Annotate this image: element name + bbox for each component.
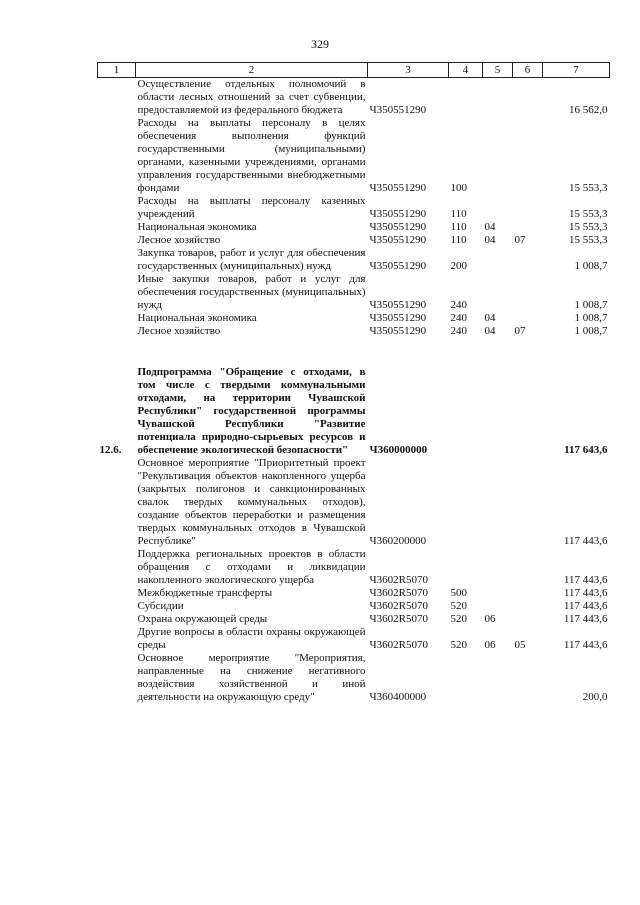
- header-col-3: 3: [368, 63, 449, 78]
- section-code-cell: [483, 78, 513, 118]
- section-code-cell: [483, 195, 513, 221]
- table-row: [98, 247, 610, 273]
- section-code-cell: [483, 366, 513, 457]
- subsection-code-cell: [513, 117, 543, 195]
- header-col-2: 2: [136, 63, 368, 78]
- target-code-cell: Ч350551290: [369, 104, 427, 116]
- item-name-cell: Основное мероприятие "Приоритетный проект "Рекультивация объектов накопленного ущерба (закрытых полигонов и санкционированных свалок твердых коммунальных отходов), создание объектов переработки и размещения твердых коммунальных отходов в Чувашской Республике": [137, 457, 366, 547]
- section-code-cell: 04: [484, 312, 496, 324]
- amount-cell: 117 443,6: [563, 613, 608, 625]
- header-row: [98, 63, 610, 78]
- section-code-cell: [483, 600, 513, 613]
- target-code-cell: Ч360000000: [369, 444, 428, 456]
- subsection-code-cell: [513, 652, 543, 704]
- expense-type-cell: 520: [450, 613, 467, 625]
- header-col-5: 5: [483, 63, 513, 78]
- expense-type-cell: 520: [450, 639, 467, 651]
- subsection-code-cell: [513, 548, 543, 587]
- expense-type-cell: [449, 78, 483, 118]
- table-row: [98, 366, 610, 457]
- section-number-cell: [98, 600, 136, 613]
- table-row: [98, 234, 610, 247]
- section-number-cell: [98, 195, 136, 221]
- amount-cell: 117 643,6: [564, 444, 608, 456]
- subsection-code-cell: [513, 312, 543, 325]
- section-number-cell: [98, 613, 136, 626]
- section-code-cell: [483, 587, 513, 600]
- expense-type-cell: 240: [450, 312, 467, 324]
- subsection-code-cell: 05: [514, 639, 526, 651]
- header-col-1: 1: [98, 63, 136, 78]
- section-number-cell: [98, 548, 136, 587]
- table-row: [98, 221, 610, 234]
- section-number-cell: [98, 234, 136, 247]
- amount-cell: 1 008,7: [574, 312, 608, 324]
- subsection-code-cell: [513, 247, 543, 273]
- subsection-code-cell: [513, 587, 543, 600]
- subsection-code-cell: [513, 600, 543, 613]
- section-code-cell: [483, 548, 513, 587]
- target-code-cell: Ч350551290: [369, 260, 427, 272]
- section-number-cell: [98, 652, 136, 704]
- target-code-cell: Ч350551290: [369, 234, 427, 246]
- expense-type-cell: [449, 652, 483, 704]
- target-code-cell: Ч360200000: [369, 535, 427, 547]
- table-row: [98, 548, 610, 587]
- item-name-cell: Основное мероприятие "Мероприятия, направленные на снижение негативного воздействия хозяйственной и иной деятельности на окружающую среду": [137, 652, 366, 703]
- amount-cell: 1 008,7: [574, 325, 608, 337]
- expense-type-cell: 100: [450, 182, 467, 194]
- expense-type-cell: 240: [450, 325, 467, 337]
- item-name-cell: Осуществление отдельных полномочий в области лесных отношений за счет субвенции, предоставляемой из федерального бюджета: [137, 78, 366, 116]
- item-name-cell: Национальная экономика: [137, 221, 257, 233]
- item-name-cell: Лесное хозяйство: [137, 234, 221, 246]
- target-code-cell: Ч350551290: [369, 325, 427, 337]
- item-name-cell: Закупка товаров, работ и услуг для обеспечения государственных (муниципальных) нужд: [137, 247, 366, 272]
- table-row: [98, 613, 610, 626]
- section-number-cell: 12.6.: [99, 444, 122, 456]
- subsection-code-cell: 07: [514, 325, 526, 337]
- subsection-code-cell: 07: [514, 234, 526, 246]
- target-code-cell: Ч3602R5070: [369, 639, 428, 651]
- expense-type-cell: 520: [450, 600, 467, 612]
- item-name-cell: Охрана окружающей среды: [137, 613, 268, 625]
- amount-cell: 16 562,0: [569, 104, 608, 116]
- subsection-code-cell: [513, 366, 543, 457]
- table-row: [98, 600, 610, 613]
- section-code-cell: 06: [484, 613, 496, 625]
- subsection-code-cell: [513, 195, 543, 221]
- item-name-cell: Лесное хозяйство: [137, 325, 221, 337]
- target-code-cell: Ч3602R5070: [369, 587, 428, 599]
- section-number-cell: [98, 312, 136, 325]
- amount-cell: 1 008,7: [574, 299, 608, 311]
- section-number-cell: [98, 325, 136, 338]
- item-name-cell: Субсидии: [137, 600, 184, 612]
- table-row: [98, 117, 610, 195]
- section-code-cell: 04: [484, 221, 496, 233]
- target-code-cell: Ч360400000: [369, 691, 427, 703]
- expense-type-cell: [449, 548, 483, 587]
- expense-type-cell: 110: [450, 208, 467, 220]
- spacer-row: [98, 338, 610, 366]
- expense-type-cell: [449, 457, 483, 548]
- section-number-cell: [98, 626, 136, 652]
- expense-type-cell: 110: [450, 221, 467, 233]
- subsection-code-cell: [513, 273, 543, 312]
- section-number-cell: [98, 221, 136, 234]
- target-code-cell: Ч3602R5070: [369, 600, 428, 612]
- subsection-code-cell: [513, 457, 543, 548]
- header-col-4: 4: [449, 63, 483, 78]
- item-name-cell: Национальная экономика: [137, 312, 257, 324]
- section-number-cell: [98, 117, 136, 195]
- section-number-cell: [98, 273, 136, 312]
- expense-type-cell: [449, 366, 483, 457]
- table-row: [98, 312, 610, 325]
- amount-cell: 200,0: [582, 691, 608, 703]
- table-header: [98, 63, 610, 78]
- item-name-cell: Расходы на выплаты персоналу в целях обеспечения выполнения функций государственными (муниципальными) органами, казенными учреждениями, органами управления государственными внебюджетными фондами: [137, 117, 366, 194]
- section-code-cell: [483, 117, 513, 195]
- target-code-cell: Ч350551290: [369, 312, 427, 324]
- item-name-cell: Другие вопросы в области охраны окружающей среды: [137, 626, 366, 651]
- target-code-cell: Ч3602R5070: [369, 613, 428, 625]
- section-code-cell: [483, 247, 513, 273]
- header-col-7: 7: [543, 63, 610, 78]
- section-code-cell: [483, 273, 513, 312]
- amount-cell: 15 553,3: [569, 221, 608, 233]
- expense-type-cell: 200: [450, 260, 467, 272]
- spacer-cell: [98, 338, 610, 366]
- subsection-code-cell: [513, 221, 543, 234]
- table-row: [98, 652, 610, 704]
- amount-cell: 15 553,3: [569, 208, 608, 220]
- section-number-cell: [98, 587, 136, 600]
- section-code-cell: 06: [484, 639, 496, 651]
- expense-type-cell: 500: [450, 587, 467, 599]
- expense-type-cell: 110: [450, 234, 467, 246]
- expense-type-cell: 240: [450, 299, 467, 311]
- budget-table: [97, 62, 610, 704]
- amount-cell: 117 443,6: [563, 535, 608, 547]
- subsection-code-cell: [513, 613, 543, 626]
- table-row: [98, 626, 610, 652]
- item-name-cell: Поддержка региональных проектов в области обращения с отходами и ликвидации накопленного экологического ущерба: [137, 548, 366, 586]
- section-code-cell: [483, 457, 513, 548]
- target-code-cell: Ч350551290: [369, 299, 427, 311]
- amount-cell: 15 553,3: [569, 182, 608, 194]
- section-code-cell: 04: [484, 325, 496, 337]
- section-number-cell: [98, 457, 136, 548]
- table-row: [98, 457, 610, 548]
- item-name-cell: Межбюджетные трансферты: [137, 587, 273, 599]
- table-row: [98, 195, 610, 221]
- header-col-6: 6: [513, 63, 543, 78]
- amount-cell: 117 443,6: [563, 587, 608, 599]
- subsection-code-cell: [513, 78, 543, 118]
- amount-cell: 1 008,7: [574, 260, 608, 272]
- item-name-cell: Иные закупки товаров, работ и услуг для обеспечения государственных (муниципальных) нужд: [137, 273, 366, 311]
- section-code-cell: [483, 652, 513, 704]
- item-name-cell: Расходы на выплаты персоналу казенных учреждений: [137, 195, 366, 220]
- table-row: [98, 587, 610, 600]
- item-name-cell: Подпрограмма "Обращение с отходами, в том числе с твердыми коммунальными отходами, на территории Чувашской Республики" государственной программы Чувашской Республики "Развитие потенциала природно-сырьевых ресурсов и обеспечение экологической безопасности": [137, 366, 366, 456]
- target-code-cell: Ч350551290: [369, 208, 427, 220]
- page-number: 329: [311, 37, 329, 51]
- table-row: [98, 273, 610, 312]
- target-code-cell: Ч3602R5070: [369, 574, 428, 586]
- target-code-cell: Ч350551290: [369, 221, 427, 233]
- table-row: [98, 78, 610, 118]
- section-number-cell: [98, 247, 136, 273]
- section-number-cell: [98, 78, 136, 118]
- amount-cell: 15 553,3: [569, 234, 608, 246]
- target-code-cell: Ч350551290: [369, 182, 427, 194]
- table-row: [98, 325, 610, 338]
- amount-cell: 117 443,6: [563, 639, 608, 651]
- amount-cell: 117 443,6: [563, 600, 608, 612]
- section-code-cell: 04: [484, 234, 496, 246]
- amount-cell: 117 443,6: [563, 574, 608, 586]
- table-body: [98, 78, 610, 705]
